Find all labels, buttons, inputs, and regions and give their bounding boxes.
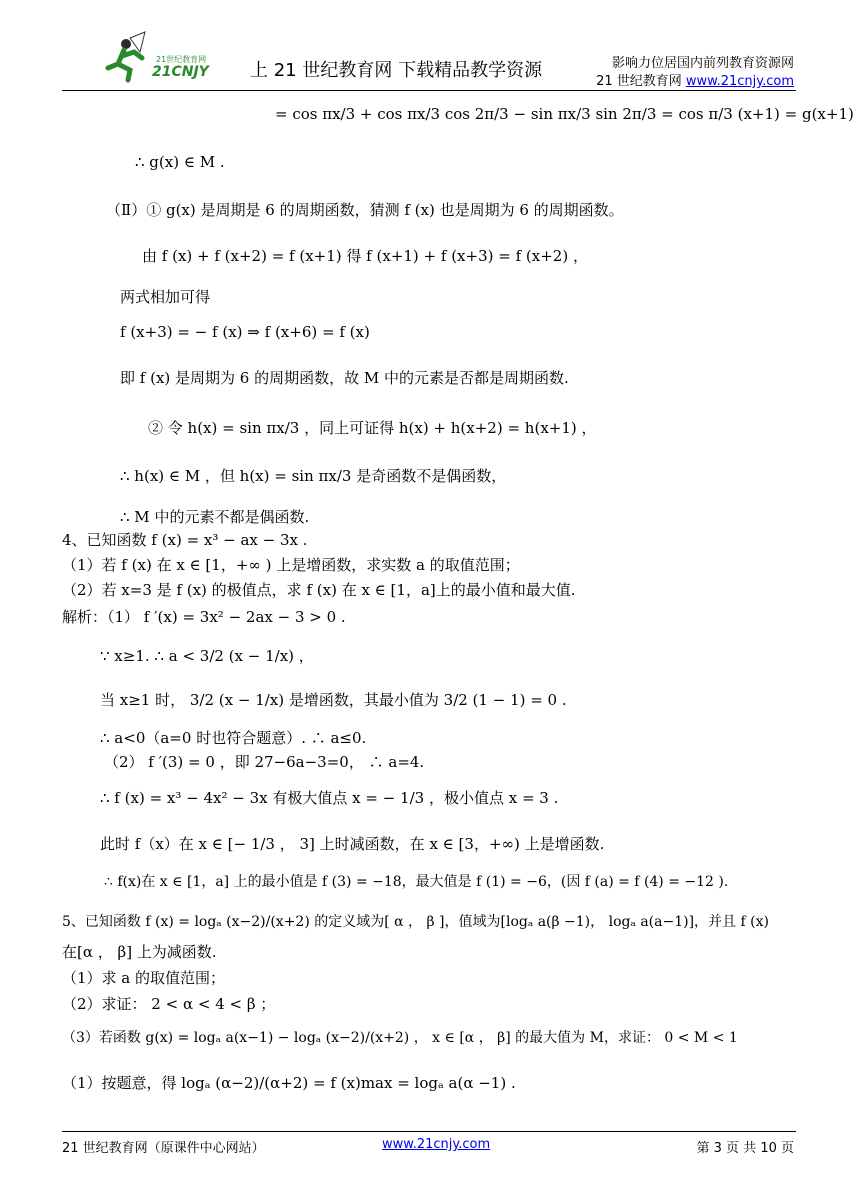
footer-page-number: 第 3 页 共 10 页 [696,1141,794,1156]
line-20: 此时 f（x）在 x ∈ [− 1/3 ， 3] 上时减函数，在 x ∈ [3，+∞) 上是增函数. [100,835,605,853]
site-logo [100,30,240,86]
footer-left: 21 世纪教育网（原课件中心网站） [62,1141,265,1156]
header-site-link[interactable]: www.21cnjy.com [685,74,794,89]
line-18: （2） f ′(3) = 0 ，即 27−6a−3=0， ∴ a=4. [104,753,425,771]
line-23: 在[α ， β] 上为减函数. [62,943,217,961]
line-13: （2）若 x=3 是 f (x) 的极值点，求 f (x) 在 x ∈ [1，a]上的最小值和最大值. [62,581,576,599]
line-6: f (x+3) = − f (x) ⇒ f (x+6) = f (x) [120,323,370,341]
line-17: ∴ a<0（a=0 时也符合题意）. ∴ a≤0. [100,729,367,747]
line-14: 解析：（1） f ′(x) = 3x² − 2ax − 3 > 0 . [62,608,346,626]
header-site-link-line [596,70,794,89]
line-11: 4、已知函数 f (x) = x³ − ax − 3x . [62,531,308,549]
line-19: ∴ f (x) = x³ − 4x² − 3x 有极大值点 x = − 1/3 ，极小值点 x = 3 . [100,789,559,807]
line-16: 当 x≥1 时， 3/2 (x − 1/x) 是增函数，其最小值为 3/2 (1 − 1) = 0 . [100,691,567,709]
line-5: 两式相加可得 [120,288,211,306]
line-24: （1）求 a 的取值范围； [62,969,226,987]
line-9: ∴ h(x) ∈ M ，但 h(x) = sin πx/3 是奇函数不是偶函数， [120,467,507,485]
line-3: （Ⅱ）① g(x) 是周期是 6 的周期函数，猜测 f (x) 也是周期为 6 的周期函数。 [106,201,624,219]
line-22: 5、已知函数 f (x) = logₐ (x−2)/(x+2) 的定义域为[ α ， β ]，值域为[logₐ a(β −1)， logₐ a(a−1)]，并且 f (x) [62,914,769,930]
line-10: ∴ M 中的元素不都是偶函数. [120,508,310,526]
line-25: （2）求证： 2 < α < 4 < β ； [62,995,276,1013]
line-1: = cos πx/3 + cos πx/3 cos 2π/3 − sin πx/3 sin 2π/3 = cos π/3 (x+1) = g(x+1) [275,105,854,123]
site-title: 上 21 世纪教育网 下载精品教学资源 [250,60,543,81]
line-2: ∴ g(x) ∈ M . [135,153,225,171]
line-26: （3）若函数 g(x) = logₐ a(x−1) − logₐ (x−2)/(x+2) ， x ∈ [α ， β] 的最大值为 M，求证： 0 < M < 1 [62,1030,738,1046]
line-8: ② 令 h(x) = sin πx/3 ，同上可证得 h(x) + h(x+2) = h(x+1) ， [148,419,597,437]
line-7: 即 f (x) 是周期为 6 的周期函数，故 M 中的元素是否都是周期函数. [120,369,569,387]
footer-center [382,1137,490,1152]
line-15: ∵ x≥1. ∴ a < 3/2 (x − 1/x) ， [100,647,314,665]
header-slogan: 影响力位居国内前列教育资源网 [611,56,794,71]
line-12: （1）若 f (x) 在 x ∈ [1，+∞ ) 上是增函数，求实数 a 的取值范围； [62,556,520,574]
header-site-prefix: 21 世纪教育网 [596,74,686,89]
line-27: （1）按题意，得 logₐ (α−2)/(α+2) = f (x)max = logₐ a(α −1) . [62,1074,516,1092]
line-21: ∴ f(x)在 x ∈ [1，a] 上的最小值是 f (3) = −18，最大值是 f (1) = −6，(因 f (a) = f (4) = −12 ). [104,874,729,890]
logo-text-en: 21CNJY [152,64,209,80]
header-rule [62,90,796,91]
line-4: 由 f (x) + f (x+2) = f (x+1) 得 f (x+1) + f (x+3) = f (x+2) ， [142,247,588,265]
footer-rule [62,1131,796,1132]
footer-site-link[interactable]: www.21cnjy.com [382,1137,491,1152]
logo-text-cn: 21世纪教育网 [156,55,207,64]
